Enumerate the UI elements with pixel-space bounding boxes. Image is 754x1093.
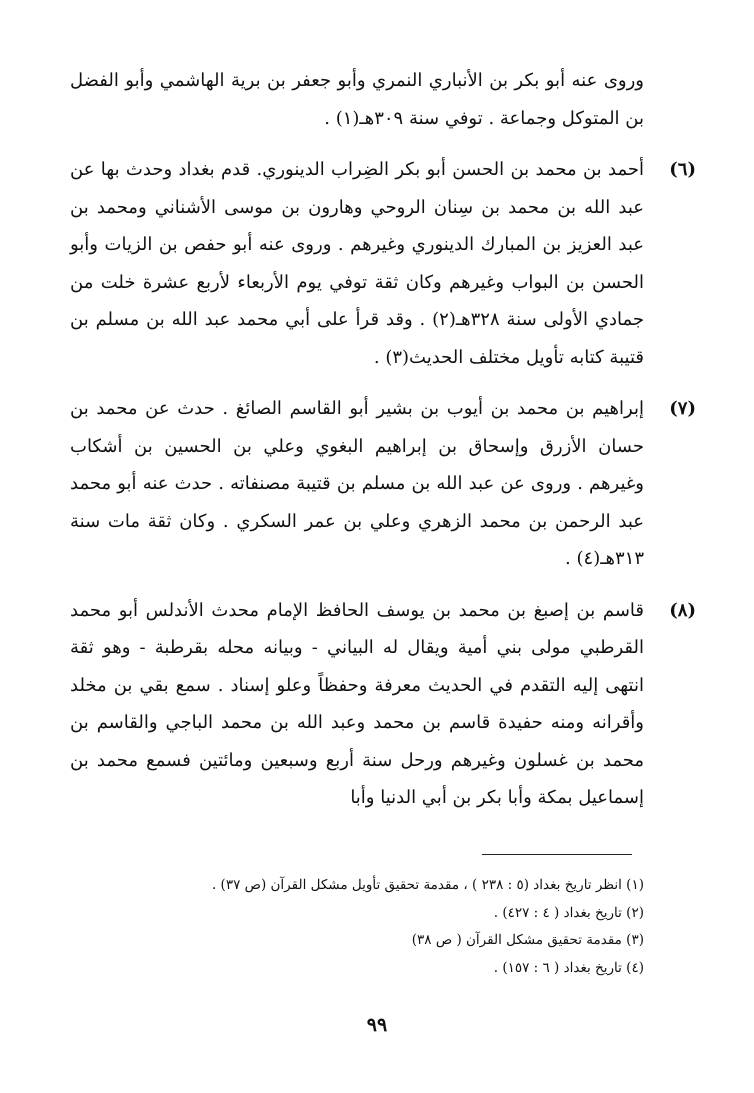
page-number: ٩٩ bbox=[366, 1014, 388, 1036]
entry-7 bbox=[70, 390, 696, 578]
entry-text: أحمد بن محمد بن الحسن أبو بكر الضِراب الدينوري. قدم بغداد وحدث بها عن عبد الله بن محمد بن سِنان الروحي وهارون بن موسى الأشناني ومحمد بن عبد العزيز بن المبارك الدينوري وغيرهم . وروى عنه أبو حفص بن الزيات وأبو الحسن بن البواب وغيرهم وكان ثقة توفي يوم الأربعاء لأربع عشرة خلت من جمادي الأولى سنة ٣٢٨هـ(٢) . وقد قرأ على أبي محمد عبد الله بن مسلم بن قتيبة كتابه تأويل مختلف الحديث(٣) . bbox=[70, 159, 644, 368]
footnotes bbox=[160, 872, 644, 982]
entry-text: قاسم بن إصبغ بن محمد بن يوسف الحافظ الإمام محدث الأندلس أبو محمد القرطبي مولى بني أمية ويقال له البياني - وبيانه محله بقرطبة - وهو ثقة انتهى إليه التقدم في الحديث معرفة وحفظاً وعلو إسناد . سمع بقي بن مخلد وأقرانه ومنه حفيدة قاسم بن محمد وعبد الله بن محمد الباجي والقاسم بن محمد بن غسلون وغيرهم ورحل سنة أربع وسبعين ومائتين فسمع محمد بن إسماعيل بمكة وأبا بكر بن أبي الدنيا وأبا bbox=[70, 599, 644, 808]
footnote-3: (٣) مقدمة تحقيق مشكل القرآن ( ص ٣٨) bbox=[411, 932, 644, 948]
footnote-4: (٤) تاريخ بغداد ( ٦ : ١٥٧) . bbox=[493, 959, 644, 976]
footnote-divider bbox=[482, 854, 632, 855]
entry-6 bbox=[70, 151, 696, 376]
top-paragraph: وروى عنه أبو بكر بن الأنباري النمري وأبو جعفر بن برية الهاشمي وأبو الفضل بن المتوكل وجماعة . توفي سنة ٣٠٩هـ(١) . bbox=[70, 70, 644, 129]
footnote-2: (٢) تاريخ بغداد ( ٤ : ٤٢٧) . bbox=[493, 904, 644, 921]
entry-number: (٦) bbox=[669, 159, 696, 180]
entry-number: (٨) bbox=[669, 599, 696, 621]
entry-text: إبراهيم بن محمد بن أيوب بن بشير أبو القاسم الصائغ . حدث عن محمد بن حسان الأزرق وإسحاق بن إبراهيم البغوي وعلي بن الحسين بن أشكاب وغيرهم . وروى عن عبد الله بن مسلم بن قتيبة مصنفاته . حدث عنه أبو محمد عبد الرحمن بن محمد الزهري وعلي بن عمر السكري . وكان ثقة مات سنة ٣١٣هـ(٤) . bbox=[70, 398, 644, 569]
footnote-1: (١) انظر تاريخ بغداد (٥ : ٢٣٨ ) ، مقدمة تحقيق تأويل مشكل القرآن (ص ٣٧) . bbox=[211, 877, 644, 893]
main-text bbox=[70, 62, 696, 831]
entry-number: (٧) bbox=[669, 398, 696, 419]
entry-8 bbox=[70, 592, 696, 817]
